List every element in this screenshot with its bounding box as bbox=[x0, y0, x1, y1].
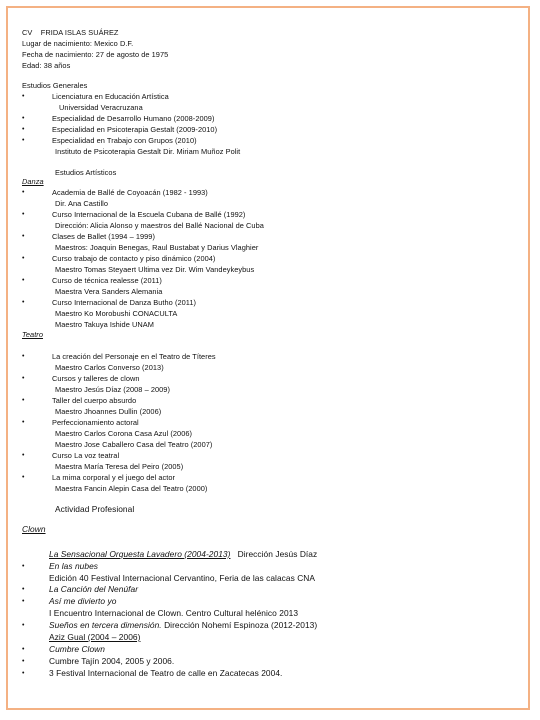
list-item-detail: I Encuentro Internacional de Clown. Centro Cultural helénico 2013 bbox=[49, 608, 299, 618]
bullet: • bbox=[22, 658, 25, 665]
bullet: • bbox=[22, 670, 25, 677]
list-item: En las nubes bbox=[49, 561, 99, 571]
list-item-detail: Dir. Ana Castillo bbox=[55, 199, 109, 208]
bullet: • bbox=[22, 211, 25, 218]
list-item-detail: Maestra Fancin Alepin Casa del Teatro (2000) bbox=[55, 484, 208, 493]
bullet: • bbox=[22, 563, 25, 570]
bullet: • bbox=[22, 277, 25, 284]
bullet: • bbox=[22, 397, 25, 404]
bullet: • bbox=[22, 375, 25, 382]
person-name: FRIDA ISLAS SUÁREZ bbox=[40, 28, 119, 37]
bullet: • bbox=[22, 622, 25, 629]
list-item: Curso Internacional de la Escuela Cubana de Ballé (1992) bbox=[52, 210, 246, 219]
bullet: • bbox=[22, 646, 25, 653]
list-item-detail: Aziz Gual (2004 – 2006) bbox=[49, 632, 141, 642]
age: Edad: 38 años bbox=[22, 61, 71, 70]
list-item: La creación del Personaje en el Teatro de Títeres bbox=[52, 352, 216, 361]
bullet: • bbox=[22, 586, 25, 593]
bullet: • bbox=[22, 115, 25, 122]
show-director: Dirección Jesús Díaz bbox=[237, 549, 318, 559]
cv-header-line bbox=[22, 29, 119, 36]
birthdate: Fecha de nacimiento: 27 de agosto de 1975 bbox=[22, 50, 169, 59]
list-item-detail: Maestro Ko Morobushi CONACULTA bbox=[55, 309, 178, 318]
list-item-detail: Maestro Carlos Converso (2013) bbox=[55, 363, 164, 372]
list-item-detail: Maestro Jose Caballero Casa del Teatro (2007) bbox=[55, 440, 213, 449]
subsection-danza: Danza bbox=[22, 177, 44, 186]
bullet: • bbox=[22, 233, 25, 240]
show-title: La Sensacional Orquesta Lavadero (2004-2013) bbox=[49, 549, 231, 559]
list-item-heading bbox=[49, 550, 317, 558]
bullet: • bbox=[22, 598, 25, 605]
list-item: La Canción del Nenúfar bbox=[49, 584, 139, 594]
bullet: • bbox=[22, 137, 25, 144]
bullet: • bbox=[22, 353, 25, 360]
list-item-detail: Maestra Vera Sanders Alemania bbox=[55, 287, 163, 296]
list-item-detail: Edición 40 Festival Internacional Cervantino, Feria de las calacas CNA bbox=[49, 573, 316, 583]
list-item: 3 Festival Internacional de Teatro de calle en Zacatecas 2004. bbox=[49, 668, 283, 678]
bullet: • bbox=[22, 474, 25, 481]
list-item: Especialidad en Psicoterapia Gestalt (2009-2010) bbox=[52, 125, 218, 134]
list-item: Curso La voz teatral bbox=[52, 451, 120, 460]
list-item: Cumbre Tajín 2004, 2005 y 2006. bbox=[49, 656, 175, 666]
bullet: • bbox=[22, 255, 25, 262]
list-item: Clases de Ballet (1994 – 1999) bbox=[52, 232, 155, 241]
cv-label: CV bbox=[22, 28, 33, 37]
list-item: Perfeccionamiento actoral bbox=[52, 418, 139, 427]
show-director: Dirección Nohemí Espinoza (2012-2013) bbox=[164, 620, 318, 630]
list-item: Taller del cuerpo absurdo bbox=[52, 396, 137, 405]
section-title-estudios-generales: Estudios Generales bbox=[22, 81, 88, 90]
list-item-detail: Universidad Veracruzana bbox=[59, 103, 143, 112]
section-title-estudios-artisticos: Estudios Artísticos bbox=[55, 168, 117, 177]
subsection-clown: Clown bbox=[22, 524, 46, 534]
list-item bbox=[49, 621, 317, 629]
list-item: Así me divierto yo bbox=[49, 596, 117, 606]
list-item-detail: Maestro Tomas Steyaert Ultima vez Dir. Wim Vandeykeybus bbox=[55, 265, 255, 274]
list-item-detail: Instituto de Psicoterapia Gestalt Dir. Miriam Muñoz Polit bbox=[55, 147, 241, 156]
bullet: • bbox=[22, 126, 25, 133]
list-item: Curso trabajo de contacto y piso dinámico (2004) bbox=[52, 254, 216, 263]
list-item-detail: Maestros: Joaquin Benegas, Raul Bustabat y Darius Vlaghier bbox=[55, 243, 259, 252]
list-item: Especialidad de Desarrollo Humano (2008-2009) bbox=[52, 114, 215, 123]
list-item-detail: Maestro Carlos Corona Casa Azul (2006) bbox=[55, 429, 193, 438]
list-item: La mima corporal y el juego del actor bbox=[52, 473, 176, 482]
bullet: • bbox=[22, 419, 25, 426]
bullet: • bbox=[22, 299, 25, 306]
bullet: • bbox=[22, 452, 25, 459]
list-item: Academia de Ballé de Coyoacán (1982 - 1993) bbox=[52, 188, 208, 197]
bullet: • bbox=[22, 189, 25, 196]
list-item: Licenciatura en Educación Artística bbox=[52, 92, 169, 101]
list-item-detail: Maestra María Teresa del Peiro (2005) bbox=[55, 462, 184, 471]
list-item: Especialidad en Trabajo con Grupos (2010) bbox=[52, 136, 197, 145]
section-title-actividad-profesional: Actividad Profesional bbox=[55, 504, 135, 514]
list-item-detail: Maestro Jesús Díaz (2008 – 2009) bbox=[55, 385, 170, 394]
list-item-detail: Maestro Jhoannes Dullin (2006) bbox=[55, 407, 162, 416]
list-item: Cursos y talleres de clown bbox=[52, 374, 140, 383]
list-item: Curso Internacional de Danza Butho (2011) bbox=[52, 298, 197, 307]
show-title: Sueños en tercera dimensión. bbox=[49, 620, 162, 630]
list-item: Cumbre Clown bbox=[49, 644, 105, 654]
birthplace: Lugar de nacimiento: Mexico D.F. bbox=[22, 39, 134, 48]
list-item-detail: Dirección: Alicia Alonso y maestros del Ballé Nacional de Cuba bbox=[55, 221, 264, 230]
subsection-teatro: Teatro bbox=[22, 330, 43, 339]
bullet: • bbox=[22, 93, 25, 100]
list-item: Curso de técnica realesse (2011) bbox=[52, 276, 162, 285]
list-item-detail: Maestro Takuya Ishide UNAM bbox=[55, 320, 154, 329]
